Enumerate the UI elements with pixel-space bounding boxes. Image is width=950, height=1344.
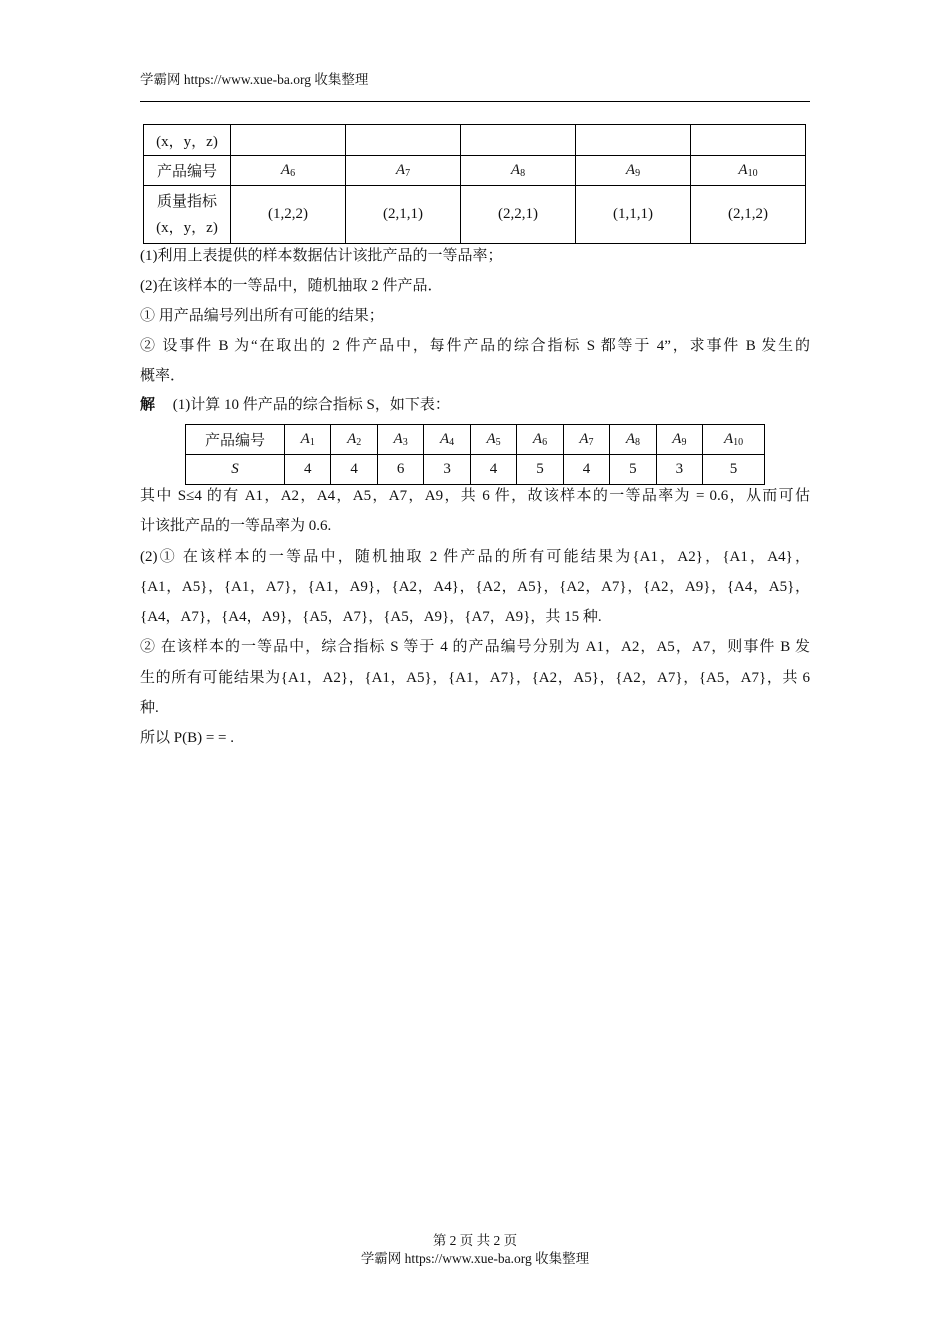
solution-p1-line2: 计该批产品的一等品率为 0.6. [140,518,332,534]
table-cell [691,125,806,156]
product-id-cell: $A_{10}$ [691,156,806,186]
score-row-label: S [186,455,285,485]
page-footer: 学霸网 https://www.xue-ba.org 收集整理 [360,1251,590,1266]
quality-value-cell: (2,2,1) [461,186,576,244]
table-cell [576,125,691,156]
score-cell: 5 [610,455,656,485]
solution-p3-line2: 生的所有可能结果为{A1，A2}，{A1，A5}，{A1，A7}，{A2，A5}，{A2，A7}，{A5，A7}，共 6 [140,670,810,686]
quality-value-cell: (1,2,2) [231,186,346,244]
quality-value-cell: (2,1,2) [691,186,806,244]
score-table-header: 产品编号 [186,425,285,455]
quality-value-cell: (2,1,1) [346,186,461,244]
score-cell: 4 [331,455,377,485]
product-id-cell: $A_1$ [285,425,331,455]
quality-value-cell: (1,1,1) [576,186,691,244]
score-cell: 4 [470,455,516,485]
question-2-part-2-line1: ② 设事件 B 为“在取出的 2 件产品中，每件产品的综合指标 S 都等于 4”，求事件 B 发生的 [140,338,810,354]
quality-label-line1: 质量指标 [156,193,217,210]
solution-p2-line2: {A1，A5}，{A1，A7}，{A1，A9}，{A2，A4}，{A2，A5}，{A2，A7}，{A2，A9}，{A4，A5}， [140,579,810,595]
solution-p1-line1: 其中 S≤4 的有 A1，A2，A4，A5，A7，A9，共 6 件，故该样本的一等品率为 = 0.6，从而可估 [140,488,810,504]
question-2: (2)在该样本的一等品中，随机抽取 2 件产品． [140,278,443,294]
score-cell: 3 [656,455,702,485]
product-id-cell: $A_8$ [610,425,656,455]
solution-p3-line3: 种. [140,700,159,716]
quality-table [143,124,806,244]
page-number: 第 2 页 共 2 页 [432,1233,518,1248]
question-2-part-2-line2: 概率． [140,368,186,384]
product-id-cell: $A_{10}$ [703,425,765,455]
product-id-cell: $A_6$ [517,425,563,455]
row-label-quality [144,186,231,244]
solution-p3-line1: ② 在该样本的一等品中，综合指标 S 等于 4 的产品编号分别为 A1，A2，A5，A7，则事件 B 发 [140,639,810,655]
product-id-cell: $A_3$ [377,425,423,455]
solution-p2-line3: {A4，A7}，{A4，A9}，{A5，A7}，{A5，A9}，{A7，A9}，共 15 种. [140,609,602,625]
table-cell [461,125,576,156]
score-cell: 5 [517,455,563,485]
solution-intro: (1)计算 10 件产品的综合指标 S，如下表： [172,397,450,413]
solution-intro-line [140,394,810,416]
score-cell: 3 [424,455,470,485]
question-1: (1)利用上表提供的样本数据估计该批产品的一等品率； [140,248,503,264]
product-id-cell: $A_2$ [331,425,377,455]
page-header: 学霸网 https://www.xue-ba.org 收集整理 [140,72,369,87]
product-id-cell: $A_5$ [470,425,516,455]
solution-conclusion: 所以 P(B) = = . [140,730,235,746]
product-id-cell: $A_6$ [231,156,346,186]
solution-p2-line1: (2)① 在该样本的一等品中，随机抽取 2 件产品的所有可能结果为{A1，A2}，{A1，A4}， [140,549,810,565]
question-2-part-1: ① 用产品编号列出所有可能的结果； [140,308,384,324]
score-cell: 5 [703,455,765,485]
product-id-cell: $A_7$ [346,156,461,186]
row-label-product-id: 产品编号 [144,156,231,186]
solution-label: 解 [140,397,156,413]
score-cell: 4 [563,455,609,485]
table-cell [231,125,346,156]
product-id-cell: $A_4$ [424,425,470,455]
product-id-cell: $A_9$ [576,156,691,186]
product-id-cell: $A_7$ [563,425,609,455]
quality-label-line2: (x，y，z) [156,219,218,236]
score-table [185,424,765,485]
score-cell: 6 [377,455,423,485]
header-divider [140,101,810,102]
product-id-cell: $A_9$ [656,425,702,455]
row-label-xyz: (x，y，z) [144,125,231,156]
score-cell: 4 [285,455,331,485]
product-id-cell: $A_8$ [461,156,576,186]
table-cell [346,125,461,156]
